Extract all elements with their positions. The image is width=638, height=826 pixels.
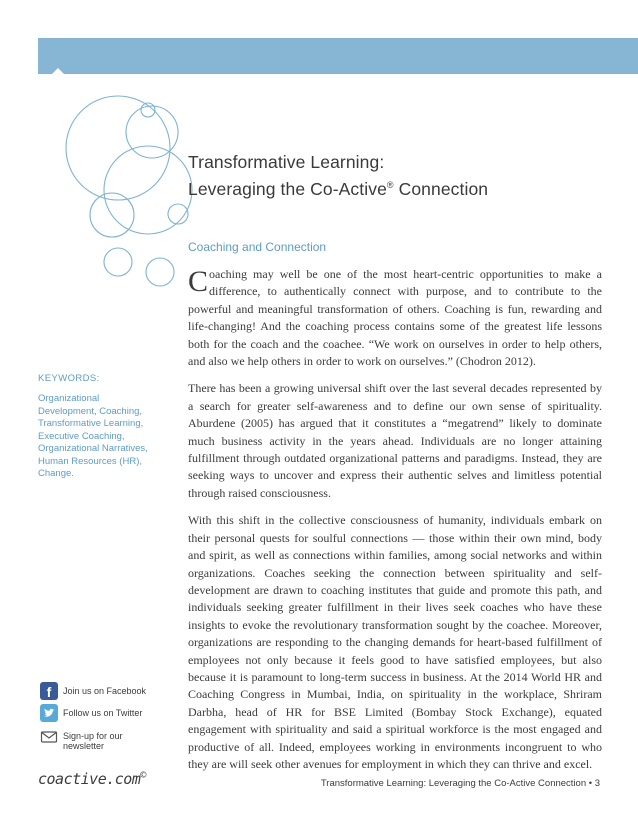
facebook-icon[interactable]: f — [40, 682, 58, 700]
deco-circle — [146, 258, 174, 286]
newsletter-label-line-1: Sign-up for our — [63, 731, 123, 741]
drop-cap: C — [188, 265, 209, 298]
facebook-label[interactable]: Join us on Facebook — [63, 686, 147, 696]
logo-text: coactive.com — [38, 770, 141, 788]
document-title — [188, 151, 488, 201]
registered-mark: ® — [386, 180, 394, 190]
keyword-line: Change. — [38, 468, 74, 479]
keyword-line: Organizational Narratives, — [38, 443, 148, 454]
keywords-heading: KEYWORDS: — [38, 373, 100, 384]
header-band — [38, 38, 638, 74]
newsletter-label[interactable] — [63, 731, 123, 751]
logo-mark: © — [140, 770, 146, 781]
keyword-line: Human Resources (HR), — [38, 455, 142, 467]
running-footer: Transformative Learning: Leveraging the Co-Active Connection • 3 — [320, 778, 600, 789]
deco-circle — [141, 103, 155, 117]
paragraph-2: There has been a growing universal shift over the last several decades represented by a search for greater self-awareness and to define our own sense of spirituality. Aburdene (2005) has argued that it constitutes a “megatrend” likely to dominate much business activity in the years ahead. Individuals are no longer attaining fulfillment through outdated organizational patterns and paradigms. Instead, they are seeking ways to uncover and express their authentic selves and limitless potential through raised consciousness. — [188, 381, 602, 500]
title-line-1: Transformative Learning: — [188, 152, 385, 172]
header-band-notch — [52, 68, 64, 74]
keyword-line: Development, Coaching, — [38, 405, 143, 417]
coactive-logo — [38, 770, 146, 788]
paragraph-1 — [188, 266, 602, 370]
twitter-label[interactable]: Follow us on Twitter — [63, 708, 143, 718]
deco-circle — [104, 146, 192, 234]
twitter-icon[interactable] — [40, 704, 58, 722]
deco-circle — [66, 96, 170, 200]
deco-circle — [90, 193, 134, 237]
title-line-2-suffix: Connection — [393, 179, 489, 199]
keywords-list — [38, 393, 178, 481]
body-text — [188, 266, 602, 783]
title-line-2 — [188, 174, 488, 201]
keyword-line: Transformative Learning, — [38, 418, 144, 429]
title-line-2-prefix: Leveraging the Co-Active — [188, 179, 387, 199]
newsletter-label-line-2: newsletter — [63, 741, 105, 751]
envelope-icon[interactable] — [40, 728, 58, 746]
deco-circle — [104, 248, 132, 276]
paragraph-3: With this shift in the collective consciousness of humanity, individuals embark on their personal quests for soulful connections — those within their own mind, body and spirit, as well as connections within families, among social networks and within organizations. Coaches seeking the connection between spirituality and self-development are drawn to coaching institutes that guide and promote this path, and individuals seeking greater fulfillment in their lives seek coaches who have these insights to evoke the revolutionary transformation sought by the coachee. Moreover, organizations are responding to the changing demands for heart-based fulfillment of employees not only because it feels good to have satisfied employees, but also because it is paramount to long-term success in business. At the 2014 World HR and Coaching Congress in Mumbai, India, on spirituality in the workplace, Shriram Darbha, head of HR for BSE Limited (Bombay Stock Exchange), equated engagement with spirituality and said a spiritual workforce is the most engaged and productive of all. Indeed, employees working in environments incongruent to who they are will seek other avenues for employment in which they can thrive and excel. — [188, 513, 602, 771]
keyword-line: Organizational — [38, 393, 100, 404]
deco-circle — [168, 204, 188, 224]
deco-circle — [126, 106, 178, 158]
keyword-line: Executive Coaching, — [38, 430, 125, 442]
section-heading: Coaching and Connection — [188, 240, 327, 254]
paragraph-1-text: oaching may well be one of the most heart-centric opportunities to make a difference, to authentically connect with purpose, and to contribute to the powerful and meaningful transformation of others. Coaching is fun, rewarding and life-changing! And the coaching process contains some of the greatest life lessons both for the coach and the coachee. “We work on ourselves in order to help others, and also we help others in order to work on ourselves.” (Chodron 2012). — [188, 267, 602, 369]
